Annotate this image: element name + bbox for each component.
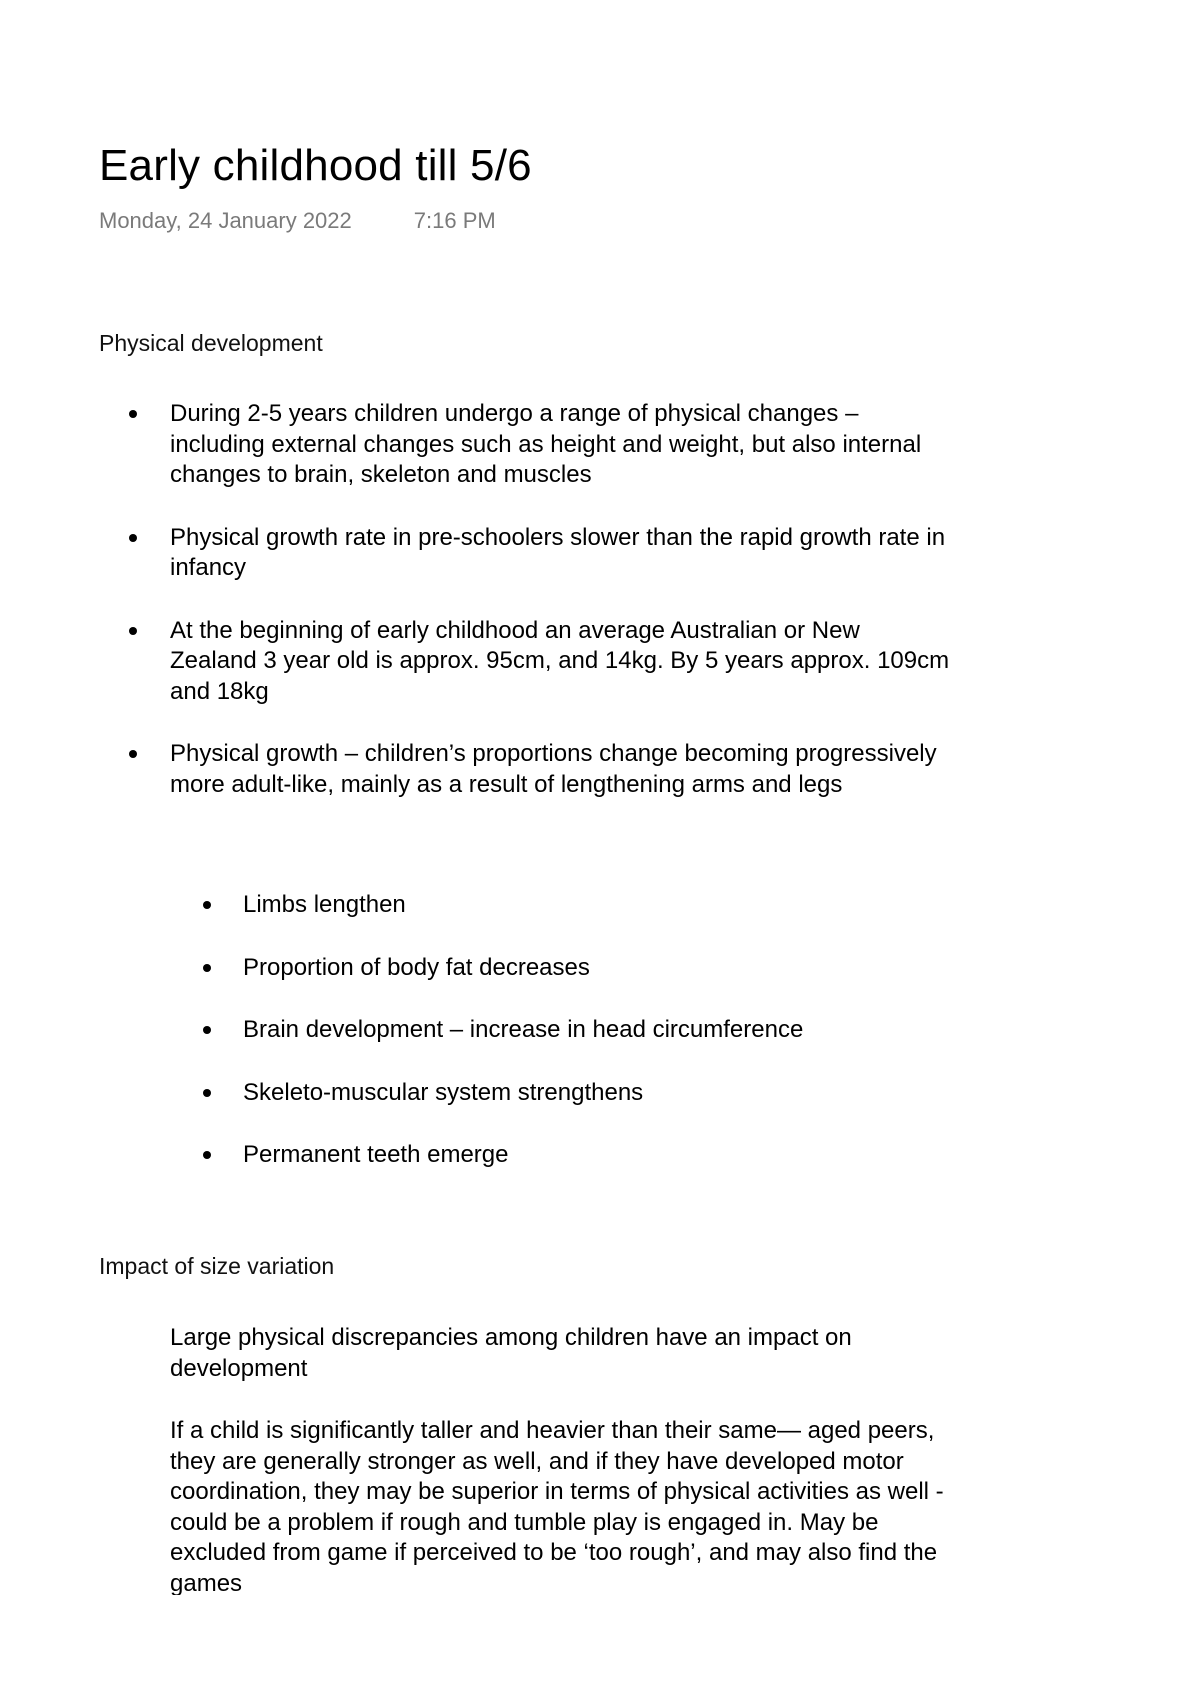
- sub-list-item: [243, 1140, 943, 1171]
- bullet-icon: [129, 410, 137, 418]
- sub-list-item-text: Skeleto-muscular system strengthens: [243, 1078, 644, 1106]
- list-item-text: Large physical discrepancies among children have an impact on development: [170, 1324, 852, 1382]
- page-title: Early childhood till 5/6: [99, 141, 532, 190]
- page-date: Monday, 24 January 2022: [99, 208, 352, 233]
- bullet-icon: [203, 1026, 211, 1034]
- list-item: [170, 739, 950, 800]
- list-item-text: Physical growth – children’s proportions change becoming progressively more adult-like, mainly as a result of lengthening arms and legs: [170, 740, 937, 798]
- sub-list-item-text: Limbs lengthen: [243, 891, 406, 918]
- sub-list-item: [243, 1015, 943, 1046]
- page-time: 7:16 PM: [413, 208, 496, 233]
- sub-list-item-text: Proportion of body fat decreases: [243, 953, 590, 981]
- list-item-text: Physical growth rate in pre-schoolers slower than the rapid growth rate in infancy: [170, 523, 946, 581]
- sub-list-item-text: Brain development – increase in head circumference: [243, 1016, 804, 1043]
- list-item: [170, 523, 950, 584]
- bullet-icon: [129, 534, 137, 542]
- list-item-text: If a child is significantly taller and heavier than their same— aged peers, they are generally stronger as well, and if they have developed motor coordination, they may be superior in terms of physical activities as well - could be a problem if rough and tumble play is engaged in. May be excluded from game if perceived to be ‘too rough’, and may also find the games: [170, 1417, 944, 1595]
- sub-bullet-list: [243, 890, 943, 1203]
- bullet-icon: [203, 1151, 211, 1159]
- bullet-list: [170, 1323, 950, 1595]
- sub-list-item: [243, 1078, 943, 1109]
- bullet-icon: [203, 1089, 211, 1097]
- page-metadata: [99, 206, 496, 236]
- list-item: [170, 1416, 950, 1595]
- bullet-icon: [129, 750, 137, 758]
- list-item-text: During 2-5 years children undergo a range of physical changes – including external changes such as height and weight, but also internal changes to brain, skeleton and muscles: [170, 400, 922, 488]
- bullet-list: [170, 399, 950, 832]
- section-heading: Physical development: [99, 330, 323, 356]
- sub-list-item: [243, 890, 943, 921]
- bullet-icon: [203, 901, 211, 909]
- list-item: [170, 399, 950, 491]
- bullet-icon: [129, 627, 137, 635]
- list-item: [170, 616, 950, 708]
- sub-list-item: [243, 953, 943, 984]
- list-item: [170, 1323, 950, 1384]
- section-heading: Impact of size variation: [99, 1253, 335, 1279]
- list-item-text: At the beginning of early childhood an average Australian or New Zealand 3 year old is approx. 95cm, and 14kg. By 5 years approx. 109cm and 18kg: [170, 616, 950, 705]
- bullet-icon: [203, 964, 211, 972]
- sub-list-item-text: Permanent teeth emerge: [243, 1141, 509, 1168]
